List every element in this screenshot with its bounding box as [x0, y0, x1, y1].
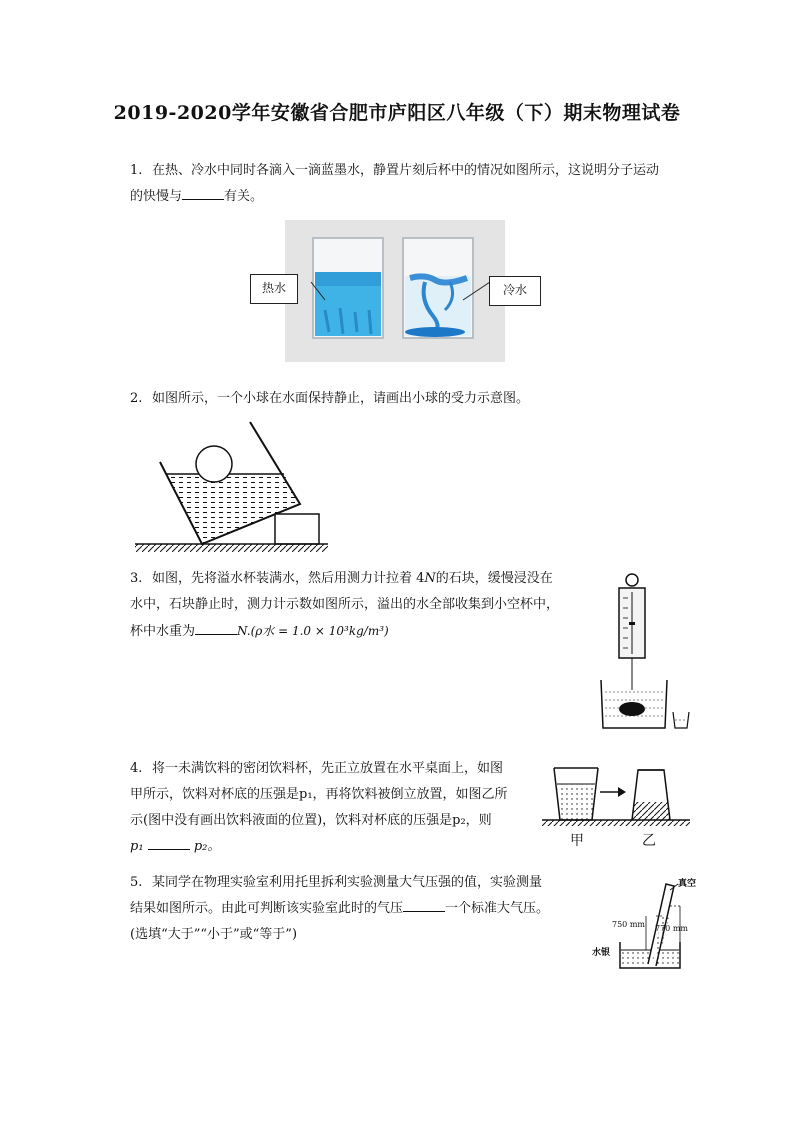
- hot-water-label: 热水: [250, 274, 298, 304]
- question-number: 4.: [130, 761, 143, 776]
- question-1: 1. 在热、冷水中同时各滴入一滴蓝墨水，静置片刻后杯中的情况如图所示，这说明分子运动 的快慢与 有关。: [130, 158, 700, 210]
- question-number: 1.: [130, 163, 143, 178]
- label-yi: 乙: [642, 833, 656, 849]
- spring-scale-figure: [595, 572, 695, 734]
- answer-blank[interactable]: [148, 837, 190, 850]
- answer-blank[interactable]: [195, 622, 237, 635]
- tilted-container-figure: [130, 420, 330, 555]
- question-number: 5.: [130, 875, 143, 890]
- question-5: 5. 某同学在物理实验室利用托里拆利实验测量大气压强的值，实验测量 结果如图所示。由此可判断该实验室此时的气压 一个标准大气压。 (选填“大于”“小于”或“等于”): [130, 870, 590, 948]
- mercury-label: 水银: [592, 948, 611, 958]
- label-jia: 甲: [570, 833, 584, 849]
- vacuum-label: 真空: [678, 879, 697, 889]
- height-770-label: 770 mm: [655, 924, 688, 933]
- answer-blank[interactable]: [182, 187, 224, 200]
- answer-blank[interactable]: [403, 899, 445, 912]
- question-4: 4. 将一未满饮料的密闭饮料杯，先正立放置在水平桌面上，如图 甲所示，饮料对杯底的压强是p₁，再将饮料被倒立放置，如图乙所 示(图中没有画出饮料液面的位置)，饮料对杯底的压强是p₂，则 p₁ p₂。: [130, 756, 540, 860]
- beakers-photo: [285, 220, 505, 362]
- height-750-label: 750 mm: [612, 920, 645, 929]
- page-title: 2019-2020学年安徽省合肥市庐阳区八年级（下）期末物理试卷: [113, 102, 681, 124]
- question-3: 3. 如图，先将溢水杯装满水，然后用测力计拉着 4N的石块，缓慢浸没在 水中，石块静止时，测力计示数如图所示，溢出的水全部收集到小空杯中， 杯中水重为 N.(ρ水 = 1.0 × 10³kg/m³): [130, 566, 600, 645]
- question-number: 3.: [130, 571, 143, 586]
- question-number: 2.: [130, 391, 143, 406]
- question-2: 2. 如图所示，一个小球在水面保持静止，请画出小球的受力示意图。: [130, 386, 700, 412]
- cold-water-label: 冷水: [489, 276, 541, 306]
- drink-cup-figure: [540, 762, 692, 852]
